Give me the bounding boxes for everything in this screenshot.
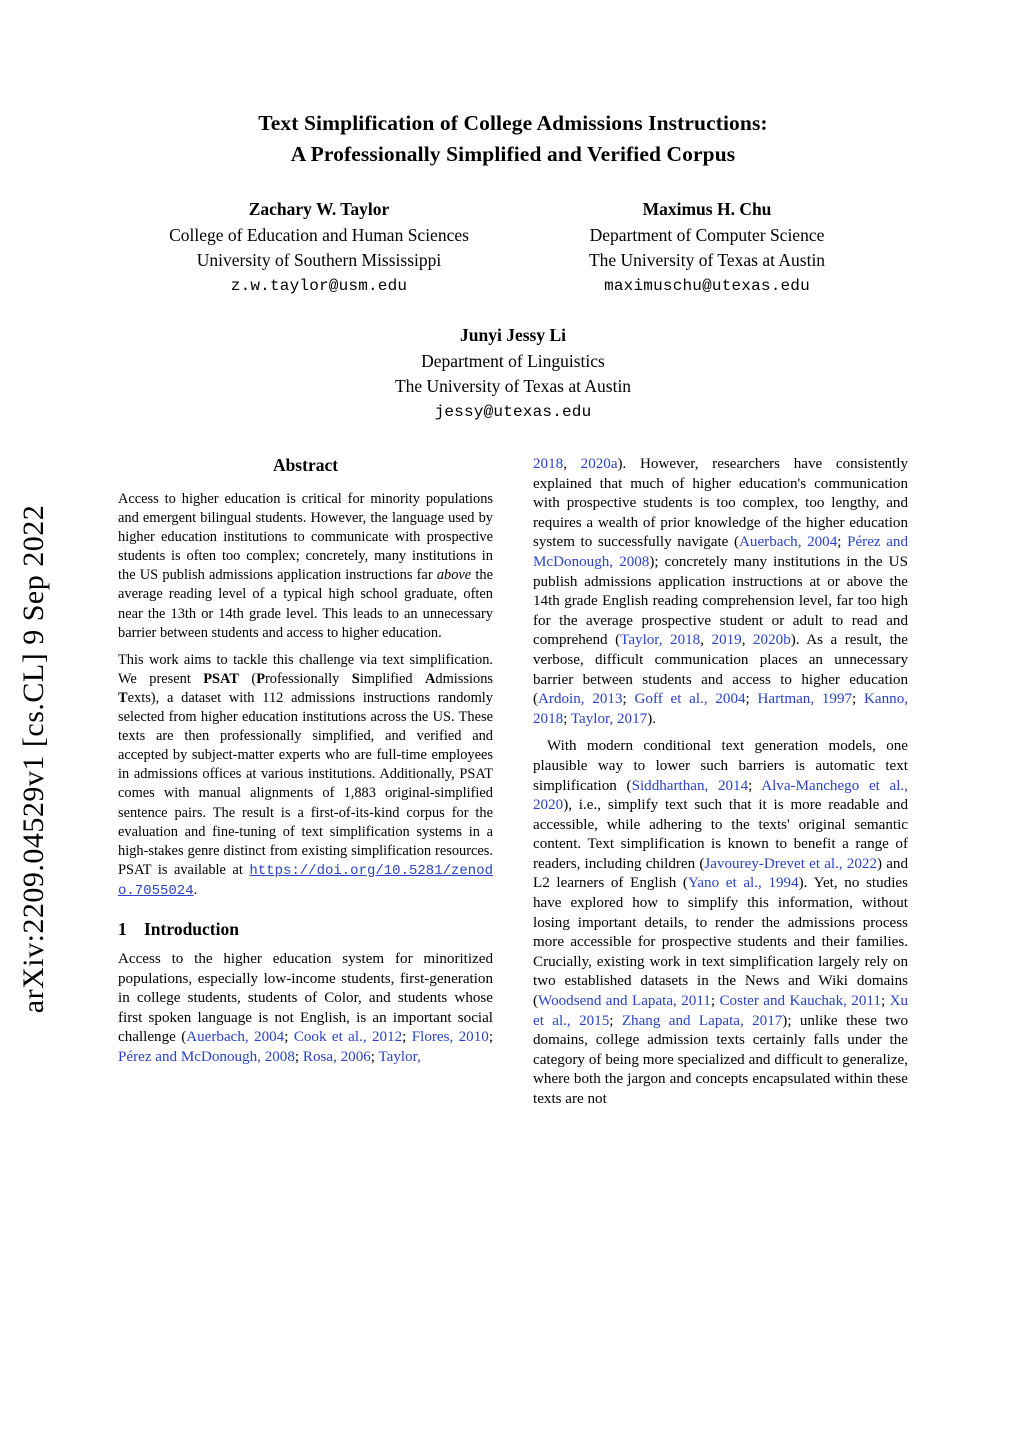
dataset-doi-link[interactable]: https://doi.org/10.5281/zenodo.7055024 [118, 862, 493, 899]
citation-link[interactable]: Javourey-Drevet et al., 2022 [704, 855, 877, 872]
section-title: Introduction [144, 918, 239, 939]
right-column [533, 455, 908, 1118]
citation-link[interactable]: Kanno, 2018 [533, 691, 909, 727]
abstract-section [118, 455, 493, 901]
intro-paragraph-1 [118, 950, 493, 1068]
citation-link[interactable]: Flores, 2010 [411, 1029, 489, 1046]
body-paragraph-continued [533, 455, 908, 729]
abstract-text: exts), a dataset with 112 admissions instructions randomly selected from higher education institutions across the US. These texts are then professionally simplified, and verified and accepted by subject-matter experts who are full-time employees in admissions offices at various institutions. Additionally, PSAT comes with manual alignments of 1,883 original-simplified sentence pairs. The result is a first-of-its-kind corpus for the evaluation and fine-tuning of text simplification systems in a high-stakes genre distinct from existing simplification resources. PSAT is available at [118, 689, 493, 878]
citation-link[interactable]: Siddharthan, 2014 [631, 777, 749, 794]
citation-link[interactable]: 2020a [580, 456, 618, 472]
page-title [118, 108, 908, 170]
left-column [118, 455, 493, 1118]
citation-link[interactable]: Zhang and Lapata, 2017 [621, 1012, 783, 1029]
body-text: ; [748, 777, 762, 794]
body-text: ) and L2 learners of English ( [533, 855, 908, 892]
body-text: ; [402, 1029, 412, 1046]
body-text: ). Yet, no studies have explored how to simplify this information, without losing important details, to render the admissions process more accessible for prospective students and their families. Crucially, existing work in text simplification largely rely on two established datasets in the News and Wiki domains ( [533, 875, 908, 1010]
citation-link[interactable]: Cook et al., 2012 [293, 1029, 403, 1046]
abstract-text: Access to higher education is critical for minority populations and emergent bilingual students. However, the language used by higher education institutions to communicate with prospective students is often too complex; concretely, many institutions in the US publish admissions application instructions far [118, 491, 493, 584]
body-text: ; [710, 993, 720, 1010]
section-number: 1 [118, 918, 127, 939]
body-text: ). As a result, the verbose, difficult communication places an unnecessary barrier between students and access to higher education ( [533, 632, 909, 708]
author-block-1 [143, 197, 495, 299]
body-text: , [741, 632, 753, 649]
section-heading-introduction [118, 919, 493, 940]
citation-link[interactable]: Taylor, 2017 [570, 710, 648, 727]
body-paragraph-2 [533, 737, 908, 1109]
body-text: ; [294, 1048, 303, 1065]
author-block-3 [118, 323, 908, 425]
author-list [118, 197, 908, 299]
body-text: ); unlike these two domains, college admission texts certainly falls under the category of being more specialized and difficult to generalize, where both the jargon and concepts encapsulated within these texts are not [533, 1012, 908, 1107]
dataset-name: PSAT [203, 670, 239, 687]
citation-link[interactable]: Woodsend and Lapata, 2011 [538, 993, 711, 1010]
abstract-text: . [193, 881, 198, 898]
body-text: ; [852, 691, 865, 708]
citation-link[interactable]: Auerbach, 2004 [186, 1029, 285, 1046]
abstract-emphasis: above [436, 567, 472, 584]
author-name: Junyi Jessy Li [460, 325, 566, 345]
body-text: ; [370, 1048, 379, 1065]
author-block-2 [531, 197, 883, 299]
citation-link[interactable]: Yano et al., 1994 [687, 875, 799, 892]
acronym-letter: S [351, 670, 360, 687]
abstract-text: implified [359, 670, 426, 687]
body-text: ). However, researchers have consistently explained that much of higher education's communication with prospective students is too complex, too lengthy, and requires a wealth of prior knowledge of the higher education system to successfully navigate ( [533, 456, 908, 551]
body-text: With modern conditional text generation models, one plausible way to lower such barriers is automatic text simplification ( [533, 738, 908, 794]
body-text: , [563, 456, 581, 472]
author-affiliation-line-1: Department of Linguistics [421, 350, 605, 371]
citation-link[interactable]: Auerbach, 2004 [739, 534, 838, 551]
acronym-letter: T [118, 689, 128, 706]
abstract-text: This work aims to tackle this challenge via text simplification. We present [118, 651, 493, 687]
author-affiliation-line-1: College of Education and Human Sciences [169, 224, 469, 245]
citation-link[interactable]: 2019 [711, 632, 742, 649]
citation-link[interactable]: 2018 [533, 456, 564, 472]
citation-link[interactable]: Taylor, 2018 [620, 632, 701, 649]
citation-link[interactable]: Pérez and McDonough, 2008 [533, 534, 908, 570]
title-line-2: A Professionally Simplified and Verified Corpus [290, 142, 736, 166]
citation-link[interactable]: Pérez and McDonough, 2008 [118, 1048, 295, 1065]
author-affiliation-line-2: The University of Texas at Austin [394, 376, 632, 396]
arxiv-stamp: arXiv:2209.04529v1 [cs.CL] 9 Sep 2022 [17, 504, 50, 1014]
body-text: ; [837, 534, 848, 551]
citation-link[interactable]: Coster and Kauchak, 2011 [719, 993, 881, 1010]
abstract-text: dmissions [435, 670, 493, 687]
body-text: ; [563, 710, 571, 727]
citation-link[interactable]: Alva-Manchego et al., 2020 [533, 777, 908, 814]
body-text: ; [745, 691, 758, 708]
citation-link[interactable]: Xu et al., 2015 [533, 993, 909, 1029]
abstract-text: ( [238, 670, 257, 687]
abstract-text: rofessionally [265, 670, 352, 687]
body-text: ; [880, 993, 890, 1010]
body-text: ; [622, 691, 635, 708]
acronym-letter: A [425, 670, 436, 687]
abstract-paragraph-1 [118, 490, 493, 643]
citation-link[interactable]: Goff et al., 2004 [634, 691, 746, 708]
body-text: ). [647, 710, 657, 727]
body-text: ); concretely many institutions in the US publish admissions application instructions at or above the 14th grade English reading comprehension level, far too high for the average prospective student or adult to read and comprehend ( [533, 553, 908, 649]
author-affiliation-line-1: Department of Computer Science [589, 224, 825, 245]
citation-link[interactable]: Rosa, 2006 [302, 1048, 371, 1065]
author-affiliation-line-2: The University of Texas at Austin [588, 250, 826, 270]
author-name: Zachary W. Taylor [248, 199, 390, 219]
abstract-paragraph-2 [118, 651, 493, 901]
author-email: maximuschu@utexas.edu [604, 276, 810, 295]
body-text: Access to the higher education system for minoritized populations, especially low-income students, first-generation in college students, students of Color, and students whose first spoken language is not English, is an important social challenge ( [118, 950, 493, 1046]
citation-link[interactable]: Taylor, [378, 1048, 421, 1065]
body-text: ; [284, 1029, 294, 1046]
body-text: ), i.e., simplify text such that it is more readable and accessible, while adhering to the texts' original semantic content. Text simplification is known to benefit a range of readers, including children ( [533, 797, 908, 872]
citation-link[interactable]: Ardoin, 2013 [538, 691, 623, 708]
two-column-body [118, 455, 908, 1118]
body-text: ; [488, 1029, 494, 1046]
author-affiliation-line-2: University of Southern Mississippi [196, 250, 442, 270]
paper-content [118, 108, 908, 1118]
citation-link[interactable]: Hartman, 1997 [757, 691, 853, 708]
title-line-1: Text Simplification of College Admissions Instructions: [258, 111, 768, 135]
author-email: jessy@utexas.edu [434, 402, 592, 421]
author-email: z.w.taylor@usm.edu [230, 276, 408, 295]
body-text: ; [609, 1012, 622, 1029]
abstract-heading: Abstract [272, 455, 339, 475]
body-text: , [700, 632, 712, 649]
acronym-letter: P [256, 670, 266, 687]
citation-link[interactable]: 2020b [753, 632, 791, 649]
abstract-text: the average reading level of a typical high school graduate, often near the 13th or 14th grade level. This leads to an unnecessary barrier between students and access to higher education. [118, 567, 493, 641]
author-name: Maximus H. Chu [642, 199, 772, 219]
